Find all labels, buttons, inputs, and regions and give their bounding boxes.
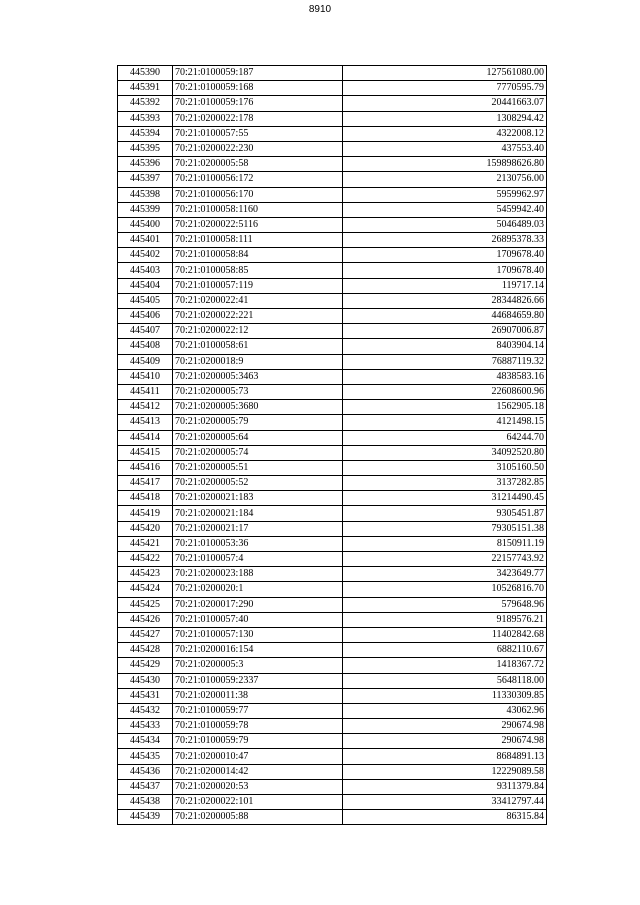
row-number-cell: 445406 (118, 309, 173, 324)
row-number-cell: 445394 (118, 126, 173, 141)
row-number-cell: 445398 (118, 187, 173, 202)
cadastral-number-cell: 70:21:0100057:130 (173, 627, 343, 642)
cadastral-value-cell: 119717.14 (343, 278, 547, 293)
table-row (118, 66, 547, 81)
table-row (118, 536, 547, 551)
table-row (118, 658, 547, 673)
row-number-cell: 445407 (118, 324, 173, 339)
cadastral-value-cell: 1709678.40 (343, 248, 547, 263)
table-row (118, 688, 547, 703)
cadastral-number-cell: 70:21:0200005:64 (173, 430, 343, 445)
cadastral-number-cell: 70:21:0200010:47 (173, 749, 343, 764)
table-row (118, 233, 547, 248)
row-number-cell: 445418 (118, 491, 173, 506)
cadastral-number-cell: 70:21:0200005:79 (173, 415, 343, 430)
cadastral-value-cell: 290674.98 (343, 734, 547, 749)
cadastral-value-cell: 4322008.12 (343, 126, 547, 141)
table-row (118, 643, 547, 658)
cadastral-value-cell: 4838583.16 (343, 369, 547, 384)
row-number-cell: 445436 (118, 764, 173, 779)
cadastral-value-cell: 7770595.79 (343, 81, 547, 96)
cadastral-number-cell: 70:21:0200023:188 (173, 567, 343, 582)
row-number-cell: 445437 (118, 779, 173, 794)
cadastral-value-cell: 64244.70 (343, 430, 547, 445)
table-row (118, 324, 547, 339)
cadastral-value-cell: 5046489.03 (343, 217, 547, 232)
cadastral-number-cell: 70:21:0200005:73 (173, 384, 343, 399)
cadastral-number-cell: 70:21:0200005:74 (173, 445, 343, 460)
row-number-cell: 445395 (118, 141, 173, 156)
table-row (118, 627, 547, 642)
row-number-cell: 445424 (118, 582, 173, 597)
cadastral-number-cell: 70:21:0200005:3463 (173, 369, 343, 384)
cadastral-value-cell: 1709678.40 (343, 263, 547, 278)
table-row (118, 81, 547, 96)
cadastral-number-cell: 70:21:0100058:84 (173, 248, 343, 263)
cadastral-value-cell: 159898626.80 (343, 157, 547, 172)
row-number-cell: 445396 (118, 157, 173, 172)
table-row (118, 141, 547, 156)
table-row (118, 96, 547, 111)
table-row (118, 673, 547, 688)
table-body (118, 66, 547, 825)
cadastral-number-cell: 70:21:0200005:3 (173, 658, 343, 673)
row-number-cell: 445431 (118, 688, 173, 703)
cadastral-value-cell: 1418367.72 (343, 658, 547, 673)
cadastral-value-cell: 579648.96 (343, 597, 547, 612)
row-number-cell: 445401 (118, 233, 173, 248)
table-row (118, 430, 547, 445)
row-number-cell: 445392 (118, 96, 173, 111)
cadastral-number-cell: 70:21:0200005:52 (173, 476, 343, 491)
cadastral-number-cell: 70:21:0200021:184 (173, 506, 343, 521)
row-number-cell: 445427 (118, 627, 173, 642)
row-number-cell: 445413 (118, 415, 173, 430)
table-row (118, 703, 547, 718)
row-number-cell: 445404 (118, 278, 173, 293)
cadastral-value-cell: 8403904.14 (343, 339, 547, 354)
table-row (118, 445, 547, 460)
table-row (118, 369, 547, 384)
cadastral-value-cell: 31214490.45 (343, 491, 547, 506)
cadastral-value-cell: 10526816.70 (343, 582, 547, 597)
row-number-cell: 445438 (118, 795, 173, 810)
table-row (118, 460, 547, 475)
row-number-cell: 445391 (118, 81, 173, 96)
cadastral-number-cell: 70:21:0200021:183 (173, 491, 343, 506)
cadastral-value-cell: 5459942.40 (343, 202, 547, 217)
table-row (118, 582, 547, 597)
cadastral-value-cell: 34092520.80 (343, 445, 547, 460)
table-row (118, 734, 547, 749)
table-row (118, 552, 547, 567)
row-number-cell: 445425 (118, 597, 173, 612)
row-number-cell: 445434 (118, 734, 173, 749)
cadastral-number-cell: 70:21:0200005:51 (173, 460, 343, 475)
row-number-cell: 445423 (118, 567, 173, 582)
cadastral-value-cell: 26895378.33 (343, 233, 547, 248)
cadastral-number-cell: 70:21:0200017:290 (173, 597, 343, 612)
row-number-cell: 445399 (118, 202, 173, 217)
cadastral-number-cell: 70:21:0100056:172 (173, 172, 343, 187)
table-row (118, 719, 547, 734)
row-number-cell: 445419 (118, 506, 173, 521)
cadastral-value-cell: 1562905.18 (343, 400, 547, 415)
table-row (118, 567, 547, 582)
cadastral-value-cell: 22157743.92 (343, 552, 547, 567)
table-row (118, 400, 547, 415)
cadastral-value-cell: 11402842.68 (343, 627, 547, 642)
cadastral-number-cell: 70:21:0100059:77 (173, 703, 343, 718)
cadastral-value-cell: 437553.40 (343, 141, 547, 156)
cadastral-value-cell: 5648118.00 (343, 673, 547, 688)
row-number-cell: 445408 (118, 339, 173, 354)
cadastral-value-cell: 33412797.44 (343, 795, 547, 810)
row-number-cell: 445412 (118, 400, 173, 415)
cadastral-value-cell: 12229089.58 (343, 764, 547, 779)
cadastral-number-cell: 70:21:0100058:61 (173, 339, 343, 354)
cadastral-value-cell: 28344826.66 (343, 293, 547, 308)
row-number-cell: 445432 (118, 703, 173, 718)
row-number-cell: 445405 (118, 293, 173, 308)
table-row (118, 172, 547, 187)
cadastral-number-cell: 70:21:0200011:38 (173, 688, 343, 703)
cadastral-number-cell: 70:21:0200021:17 (173, 521, 343, 536)
row-number-cell: 445409 (118, 354, 173, 369)
cadastral-number-cell: 70:21:0200022:41 (173, 293, 343, 308)
row-number-cell: 445403 (118, 263, 173, 278)
cadastral-number-cell: 70:21:0100053:36 (173, 536, 343, 551)
cadastral-value-cell: 290674.98 (343, 719, 547, 734)
row-number-cell: 445410 (118, 369, 173, 384)
cadastral-number-cell: 70:21:0200014:42 (173, 764, 343, 779)
row-number-cell: 445417 (118, 476, 173, 491)
cadastral-value-cell: 11330309.85 (343, 688, 547, 703)
table-row (118, 187, 547, 202)
cadastral-number-cell: 70:21:0200005:88 (173, 810, 343, 825)
cadastral-value-cell: 8684891.13 (343, 749, 547, 764)
cadastral-number-cell: 70:21:0200022:230 (173, 141, 343, 156)
table-row (118, 506, 547, 521)
row-number-cell: 445426 (118, 612, 173, 627)
row-number-cell: 445433 (118, 719, 173, 734)
row-number-cell: 445416 (118, 460, 173, 475)
cadastral-value-table (117, 65, 547, 825)
table-row (118, 779, 547, 794)
row-number-cell: 445414 (118, 430, 173, 445)
table-row (118, 476, 547, 491)
cadastral-number-cell: 70:21:0200022:101 (173, 795, 343, 810)
row-number-cell: 445390 (118, 66, 173, 81)
cadastral-value-cell: 86315.84 (343, 810, 547, 825)
table-row (118, 415, 547, 430)
row-number-cell: 445397 (118, 172, 173, 187)
table-row (118, 126, 547, 141)
cadastral-number-cell: 70:21:0100059:79 (173, 734, 343, 749)
cadastral-number-cell: 70:21:0100058:1160 (173, 202, 343, 217)
cadastral-number-cell: 70:21:0200020:53 (173, 779, 343, 794)
row-number-cell: 445400 (118, 217, 173, 232)
cadastral-value-cell: 1308294.42 (343, 111, 547, 126)
cadastral-value-cell: 3105160.50 (343, 460, 547, 475)
row-number-cell: 445393 (118, 111, 173, 126)
row-number-cell: 445429 (118, 658, 173, 673)
cadastral-value-cell: 2130756.00 (343, 172, 547, 187)
cadastral-value-cell: 22608600.96 (343, 384, 547, 399)
table-row (118, 278, 547, 293)
cadastral-value-cell: 9305451.87 (343, 506, 547, 521)
cadastral-value-cell: 3137282.85 (343, 476, 547, 491)
table-row (118, 263, 547, 278)
table-row (118, 202, 547, 217)
row-number-cell: 445415 (118, 445, 173, 460)
cadastral-value-cell: 6882110.67 (343, 643, 547, 658)
cadastral-number-cell: 70:21:0100059:2337 (173, 673, 343, 688)
table-row (118, 810, 547, 825)
cadastral-value-cell: 20441663.07 (343, 96, 547, 111)
cadastral-value-cell: 5959962.97 (343, 187, 547, 202)
cadastral-number-cell: 70:21:0200016:154 (173, 643, 343, 658)
cadastral-number-cell: 70:21:0200020:1 (173, 582, 343, 597)
table-row (118, 309, 547, 324)
cadastral-number-cell: 70:21:0100057:4 (173, 552, 343, 567)
cadastral-value-cell: 4121498.15 (343, 415, 547, 430)
cadastral-number-cell: 70:21:0100058:85 (173, 263, 343, 278)
cadastral-number-cell: 70:21:0100059:187 (173, 66, 343, 81)
row-number-cell: 445422 (118, 552, 173, 567)
cadastral-number-cell: 70:21:0100057:55 (173, 126, 343, 141)
cadastral-value-cell: 9311379.84 (343, 779, 547, 794)
row-number-cell: 445430 (118, 673, 173, 688)
table-row (118, 384, 547, 399)
cadastral-value-cell: 3423649.77 (343, 567, 547, 582)
table-row (118, 612, 547, 627)
table-row (118, 293, 547, 308)
table-row (118, 749, 547, 764)
cadastral-value-cell: 44684659.80 (343, 309, 547, 324)
cadastral-value-cell: 79305151.38 (343, 521, 547, 536)
table-row (118, 491, 547, 506)
table-row (118, 521, 547, 536)
cadastral-number-cell: 70:21:0200022:12 (173, 324, 343, 339)
cadastral-number-cell: 70:21:0100057:119 (173, 278, 343, 293)
page-number: 8910 (308, 4, 332, 15)
cadastral-number-cell: 70:21:0100059:176 (173, 96, 343, 111)
table-row (118, 111, 547, 126)
cadastral-number-cell: 70:21:0100056:170 (173, 187, 343, 202)
cadastral-number-cell: 70:21:0100057:40 (173, 612, 343, 627)
cadastral-value-cell: 127561080.00 (343, 66, 547, 81)
cadastral-number-cell: 70:21:0200005:3680 (173, 400, 343, 415)
row-number-cell: 445428 (118, 643, 173, 658)
cadastral-number-cell: 70:21:0200022:178 (173, 111, 343, 126)
table-row (118, 597, 547, 612)
cadastral-value-cell: 26907006.87 (343, 324, 547, 339)
row-number-cell: 445420 (118, 521, 173, 536)
table-row (118, 339, 547, 354)
cadastral-value-cell: 43062.96 (343, 703, 547, 718)
table-row (118, 764, 547, 779)
row-number-cell: 445402 (118, 248, 173, 263)
table-row (118, 217, 547, 232)
row-number-cell: 445421 (118, 536, 173, 551)
cadastral-value-cell: 9189576.21 (343, 612, 547, 627)
cadastral-value-cell: 76887119.32 (343, 354, 547, 369)
cadastral-number-cell: 70:21:0100059:168 (173, 81, 343, 96)
cadastral-number-cell: 70:21:0200022:221 (173, 309, 343, 324)
cadastral-number-cell: 70:21:0100058:111 (173, 233, 343, 248)
cadastral-number-cell: 70:21:0200018:9 (173, 354, 343, 369)
table-row (118, 157, 547, 172)
table-row (118, 795, 547, 810)
cadastral-number-cell: 70:21:0200022:5116 (173, 217, 343, 232)
row-number-cell: 445435 (118, 749, 173, 764)
cadastral-value-cell: 8150911.19 (343, 536, 547, 551)
table-row (118, 248, 547, 263)
row-number-cell: 445411 (118, 384, 173, 399)
cadastral-number-cell: 70:21:0200005:58 (173, 157, 343, 172)
table-row (118, 354, 547, 369)
cadastral-number-cell: 70:21:0100059:78 (173, 719, 343, 734)
row-number-cell: 445439 (118, 810, 173, 825)
